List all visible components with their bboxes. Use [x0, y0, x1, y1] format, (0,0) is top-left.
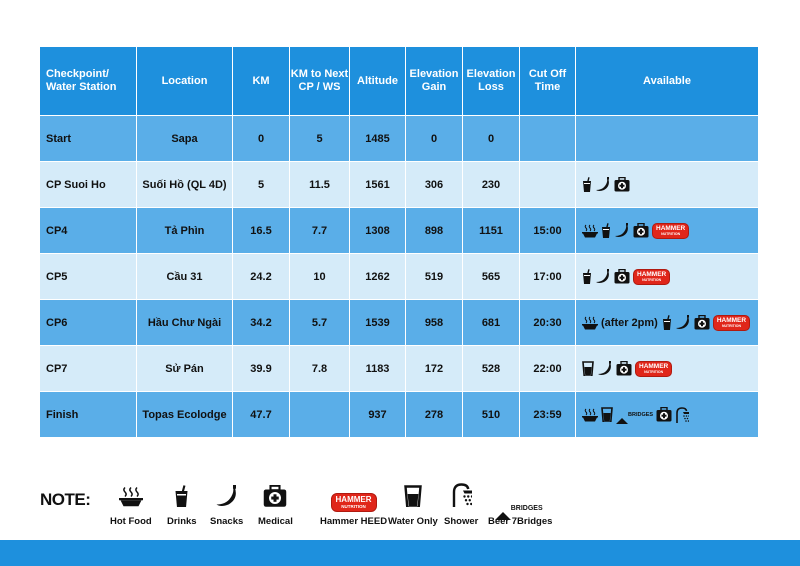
hot-food-icon — [582, 224, 598, 238]
cell-loss: 528 — [463, 346, 520, 392]
legend-label: Hot Food — [110, 516, 152, 527]
cell-cp: CP4 — [40, 208, 137, 254]
hammer-nutrition-logo: HAMMER NUTRITION — [635, 361, 672, 377]
medical-icon — [616, 361, 632, 376]
cell-gain: 519 — [406, 254, 463, 300]
column-header: KM — [233, 47, 290, 116]
medical-icon — [656, 407, 672, 422]
snacks-icon — [595, 177, 611, 192]
hot-food-icon — [582, 316, 598, 330]
drinks-icon — [174, 485, 189, 513]
cell-loss: 510 — [463, 392, 520, 438]
cell-cutoff: 20:30 — [520, 300, 576, 346]
cell-cp: CP5 — [40, 254, 137, 300]
cell-km: 16.5 — [233, 208, 290, 254]
cell-km: 24.2 — [233, 254, 290, 300]
legend-item-water — [388, 488, 438, 527]
beer-7bridges-logo: BRIDGES — [616, 412, 653, 418]
cell-next — [290, 392, 350, 438]
legend-label: Shower — [444, 516, 479, 527]
cell-km: 34.2 — [233, 300, 290, 346]
cell-km: 5 — [233, 162, 290, 208]
cell-cutoff — [520, 162, 576, 208]
cell-available — [576, 346, 759, 392]
legend-label: Drinks — [167, 516, 197, 527]
water-icon — [582, 361, 594, 376]
cell-alt: 1561 — [350, 162, 406, 208]
legend-item-hot-food — [110, 488, 152, 527]
cell-available — [576, 300, 759, 346]
legend-item-drinks — [167, 488, 197, 527]
cell-alt: 1539 — [350, 300, 406, 346]
shower-icon — [675, 407, 689, 423]
snacks-icon — [595, 269, 611, 284]
table-row — [40, 162, 759, 208]
bottom-bar — [0, 540, 800, 566]
snacks-icon — [675, 315, 691, 330]
cell-gain: 172 — [406, 346, 463, 392]
cell-cutoff: 22:00 — [520, 346, 576, 392]
legend-label: Water Only — [388, 516, 438, 527]
cell-available — [576, 392, 759, 438]
cell-cp: CP Suoi Ho — [40, 162, 137, 208]
legend-item-shower — [444, 488, 478, 527]
column-header: Elevation Gain — [406, 47, 463, 116]
hammer-nutrition-logo: HAMMER NUTRITION — [331, 493, 377, 512]
cell-cutoff — [520, 116, 576, 162]
drinks-icon — [582, 269, 592, 284]
water-icon — [601, 407, 613, 422]
hot-food-icon — [582, 408, 598, 422]
column-header: Checkpoint/ Water Station — [40, 47, 137, 116]
table-header-row — [40, 47, 759, 116]
cell-gain: 278 — [406, 392, 463, 438]
water-icon — [404, 485, 422, 513]
cell-location: Cầu 31 — [137, 254, 233, 300]
medical-icon — [263, 485, 287, 513]
hot-food-icon — [119, 486, 143, 512]
table-row — [40, 392, 759, 438]
shower-icon — [451, 483, 472, 512]
legend-label: Beer 7Bridges — [488, 516, 553, 527]
snacks-icon — [215, 485, 239, 513]
hammer-nutrition-logo: HAMMER NUTRITION — [633, 269, 670, 285]
cell-alt: 1262 — [350, 254, 406, 300]
column-header: Altitude — [350, 47, 406, 116]
cell-location: Hầu Chư Ngài — [137, 300, 233, 346]
cell-cutoff: 17:00 — [520, 254, 576, 300]
cell-km: 47.7 — [233, 392, 290, 438]
availability-note: (after 2pm) — [601, 316, 658, 329]
medical-icon — [694, 315, 710, 330]
drinks-icon — [582, 177, 592, 192]
legend-item-medical — [258, 488, 293, 527]
cell-next: 10 — [290, 254, 350, 300]
cell-location: Sapa — [137, 116, 233, 162]
legend-title: NOTE: — [40, 490, 91, 509]
cell-km: 0 — [233, 116, 290, 162]
cell-alt: 1308 — [350, 208, 406, 254]
cell-next: 7.7 — [290, 208, 350, 254]
legend-label: Hammer HEED — [320, 516, 388, 527]
column-header: Elevation Loss — [463, 47, 520, 116]
column-header: Cut Off Time — [520, 47, 576, 116]
medical-icon — [614, 177, 630, 192]
cell-cp: Finish — [40, 392, 137, 438]
cell-cutoff: 23:59 — [520, 392, 576, 438]
cell-location: Topas Ecolodge — [137, 392, 233, 438]
cell-alt: 1183 — [350, 346, 406, 392]
drinks-icon — [662, 315, 672, 330]
table-row — [40, 116, 759, 162]
hammer-nutrition-logo: HAMMER NUTRITION — [652, 223, 689, 239]
cell-location: Tả Phìn — [137, 208, 233, 254]
checkpoint-table — [39, 46, 759, 438]
cell-next: 11.5 — [290, 162, 350, 208]
cell-next: 5.7 — [290, 300, 350, 346]
cell-cp: Start — [40, 116, 137, 162]
cell-location: Sử Pán — [137, 346, 233, 392]
cell-loss: 565 — [463, 254, 520, 300]
snacks-icon — [614, 223, 630, 238]
cell-available — [576, 116, 759, 162]
cell-gain: 306 — [406, 162, 463, 208]
cell-available — [576, 162, 759, 208]
beer-7bridges-logo: BRIDGES — [495, 505, 543, 512]
cell-loss: 681 — [463, 300, 520, 346]
table-row — [40, 208, 759, 254]
medical-icon — [633, 223, 649, 238]
cell-gain: 0 — [406, 116, 463, 162]
legend-item-hammer — [320, 488, 387, 527]
cell-location: Suối Hồ (QL 4D) — [137, 162, 233, 208]
table-row — [40, 254, 759, 300]
cell-gain: 958 — [406, 300, 463, 346]
cell-next: 5 — [290, 116, 350, 162]
cell-available — [576, 254, 759, 300]
cell-alt: 937 — [350, 392, 406, 438]
legend-label: Snacks — [210, 516, 244, 527]
cell-available — [576, 208, 759, 254]
cell-loss: 230 — [463, 162, 520, 208]
medical-icon — [614, 269, 630, 284]
hammer-nutrition-logo: HAMMER NUTRITION — [713, 315, 750, 331]
cell-gain: 898 — [406, 208, 463, 254]
column-header: Available — [576, 47, 759, 116]
legend-item-snacks — [210, 488, 243, 527]
legend-label: Medical — [258, 516, 293, 527]
table-row — [40, 346, 759, 392]
cell-cp: CP6 — [40, 300, 137, 346]
cell-alt: 1485 — [350, 116, 406, 162]
cell-next: 7.8 — [290, 346, 350, 392]
cell-loss: 1151 — [463, 208, 520, 254]
legend-item-beer — [488, 488, 552, 527]
cell-cutoff: 15:00 — [520, 208, 576, 254]
cell-km: 39.9 — [233, 346, 290, 392]
snacks-icon — [597, 361, 613, 376]
column-header: Location — [137, 47, 233, 116]
cell-cp: CP7 — [40, 346, 137, 392]
drinks-icon — [601, 223, 611, 238]
table-row — [40, 300, 759, 346]
column-header: KM to Next CP / WS — [290, 47, 350, 116]
cell-loss: 0 — [463, 116, 520, 162]
